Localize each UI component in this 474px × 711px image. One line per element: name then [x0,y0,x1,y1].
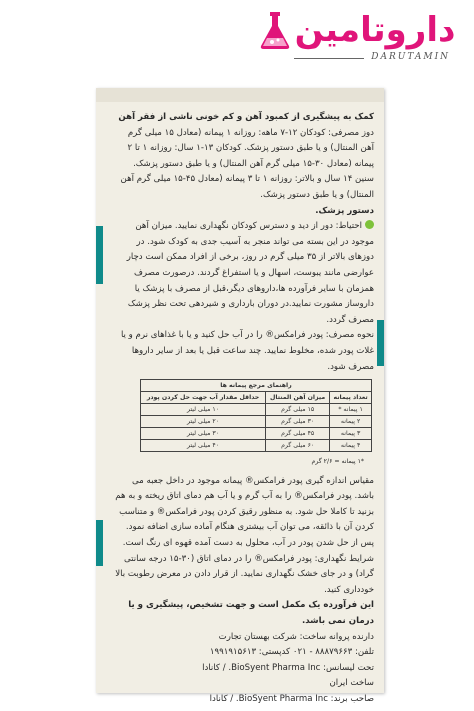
caution-paragraph: احتیاط: دور از دید و دسترس کودکان نگهداری نمایید. میزان آهن موجود در این بسته می تواند منجر به آسیب جدی به کودک شود. در دوزهای بالاتر از ۳۵ میلی گرم در روز، برخی از افراد ممکن است دچار عوارضی مانند یبوست، اسهال و یا استفراغ گردند. درصورت مصرف همزمان با سایر فرآورده ها،داروهای دیگر،قبل از مصرف با پزشک یا داروساز مشورت نمایید.در دوران بارداری و شیردهی تحت نظر پزشک مصرف گردد. [126,221,374,325]
table-cell: ۱۰ میلی لیتر [141,404,266,416]
phone-postal: تلفن: ۸۸۸۷۹۶۶۳ - ۰۲۱ کدپستی: ۱۹۹۱۹۱۵۶۱۳ [209,647,374,658]
table-cell: ۳۰ میلی لیتر [141,428,266,440]
dose-table [140,379,372,452]
storage-paragraph: شرایط نگهداری: پودر فرامکس® را در دمای اتاق (۳۰-۱۵ درجه سانتی گراد) و در جای خشک نگهداری نمایید. از قرار دادن در معرض رطوبت بالا خودداری کنید. [115,553,374,595]
table-cell: ۴۰ میلی لیتر [141,440,266,452]
logo-text-en: DARUTAMIN [371,52,450,62]
dose-table-note: *۱ پیمانه = ۲/۶ گرم [311,458,364,466]
table-cell: ۳۰ میلی گرم [266,416,330,428]
table-cell: ۲ پیمانه [330,416,372,428]
table-cell: ۱ پیمانه * [330,404,372,416]
logo-text-fa: داروتامین [294,10,456,50]
teal-stripe [377,320,384,366]
dose-table-header: تعداد پیمانه [330,392,372,404]
dose-table-title: راهنمای مرجع پیمانه ها [141,380,372,392]
dosage-paragraph: دوز مصرفی: کودکان ۱۲-۷ ماهه: روزانه ۱ پیمانه (معادل ۱۵ میلی گرم آهن المنتال) و یا طبق دستور پزشک. کودکان ۱۳-۱ سال: روزانه ۱ تا ۲ پیمانه (معادل ۳۰-۱۵ میلی گرم آهن المنتال) و یا طبق دستور پزشک. سنین ۱۴ سال و بالاتر: روزانه ۱ تا ۳ پیمانه (معادل ۴۵-۱۵ میلی گرم آهن المنتال) و یا طبق دستور پزشک. [120,127,374,200]
table-row [141,440,372,452]
box-heading: کمک به پیشگیری از کمبود آهن و کم خونی ناشی از فقر آهن [118,112,374,122]
made-in: ساخت ایران [329,678,374,689]
flask-icon [258,10,292,50]
scoop-paragraph: مقیاس اندازه گیری پودر فرامکس® پیمانه موجود در داخل جعبه می باشد. پودر فرامکس® را به آب گرم و یا آب هم دمای اتاق ریخته و به هم بزنید تا کاملا حل شود. به منظور رقیق کردن پودر فرامکس® و متناسب کردن آن با ذائقه، می توان آب بیشتری هنگام آماده سازی اضافه نمود. پس از حل شدن پودر در آب، محلول به دست آمده قهوه ای رنگ است. [115,475,374,549]
darutamin-logo [256,8,456,70]
logo-divider [294,58,364,59]
table-row [141,428,372,440]
teal-stripe [96,520,103,566]
dose-table-header: حداقل مقدار آب جهت حل کردن پودر [141,392,266,404]
table-row [141,416,372,428]
brand-owner: صاحب برند: BioSyent Pharma Inc. / کانادا [209,694,374,704]
table-cell: ۱۵ میلی گرم [266,404,330,416]
dose-table-header: میزان آهن المنتال [266,392,330,404]
green-dot-icon [365,220,374,229]
box-text-panel [112,110,374,708]
table-cell: ۲۰ میلی لیتر [141,416,266,428]
table-cell: ۴۵ میلی گرم [266,428,330,440]
licensed-by: تحت لیسانس: BioSyent Pharma Inc. / کانادا [202,662,374,673]
table-row [141,404,372,416]
dosage-tail: دستور پزشک. [315,205,374,216]
teal-stripe [96,226,103,284]
caution-section [112,219,374,328]
table-cell: ۶۰ میلی گرم [266,440,330,452]
table-cell: ۴ پیمانه [330,440,372,452]
box-top-fold [96,88,384,102]
table-cell: ۳ پیمانه [330,428,372,440]
usage-paragraph: نحوه مصرف: پودر فرامکس® را در آب حل کنید و یا با غذاهای نرم و یا غلات پودر شده، مخلوط نمایید. چند ساعت قبل یا بعد از سایر داروها مصرف شود. [120,330,374,372]
disclaimer: این فرآورده یک مکمل است و جهت تشخیص، پیشگیری و یا درمان نمی باشد. [128,600,374,627]
license-holder: دارنده پروانه ساخت: شرکت بهستان تجارت [218,631,374,642]
